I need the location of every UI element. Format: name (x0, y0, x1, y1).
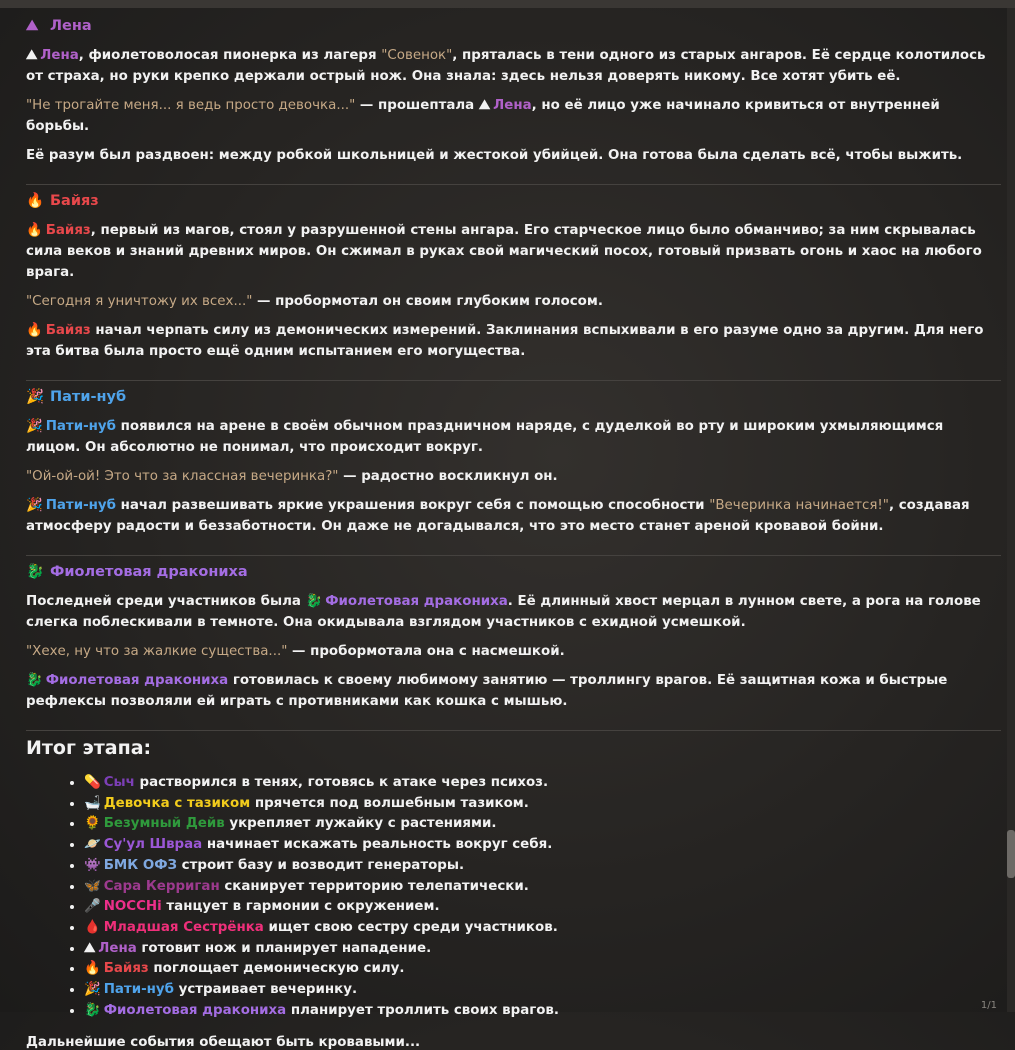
top-toolbar (0, 0, 1015, 8)
fire-icon: 🔥 (26, 223, 43, 238)
character-name: NOCCHi (103, 899, 162, 915)
section-heading: 🎉 Пати-нуб (26, 389, 127, 405)
planet-icon: 🪐 (84, 837, 101, 853)
character-name: Девочка с тазиком (103, 795, 251, 811)
dragon-icon: 🐉 (26, 673, 43, 688)
character-name: Фиолетовая дракониха (325, 594, 508, 609)
summary-text: ищет свою сестру среди участников. (263, 919, 558, 935)
summary-item (84, 939, 1001, 960)
summary-text: поглощает демоническую силу. (148, 961, 405, 977)
fire-icon: 🔥 (26, 323, 43, 338)
fire-icon: 🔥 (26, 193, 45, 209)
blood-drop-icon: 🩸 (84, 919, 101, 935)
summary-text: танцует в гармонии с окружением. (161, 899, 440, 915)
character-name: Лена (493, 98, 532, 113)
character-name: Пати-нуб (45, 419, 116, 434)
character-name: Байяз (103, 961, 149, 977)
summary-text: укрепляет лужайку с растениями. (224, 816, 497, 832)
summary-item (84, 835, 1001, 856)
summary-item (84, 959, 1001, 980)
summary-text: устраивает вечеринку. (173, 982, 358, 998)
paragraph: 🔥 Байяз, первый из магов, стоял у разрушенной стены ангара. Его старческое лицо было обманчиво; за ним скрывалась сила веков и знаний древних миров. Он сжимал в руках свой магический посох, готовый призвать огонь и хаос на любого врага. (26, 220, 1001, 283)
section-bayaz (26, 191, 1001, 381)
character-name: Фиолетовая дракониха (45, 673, 229, 688)
party-popper-icon: 🎉 (26, 498, 43, 513)
paragraph: "Ой-ой-ой! Это что за классная вечеринка?" — радостно воскликнул он. (26, 469, 558, 484)
character-name: Лена (98, 940, 137, 956)
quote: "Не трогайте меня... я ведь просто девочка..." (26, 98, 356, 113)
party-popper-icon: 🎉 (26, 419, 43, 434)
quote: "Хехе, ну что за жалкие существа..." (26, 644, 288, 659)
summary-text: сканирует территорию телепатически. (219, 878, 529, 894)
paragraph: Её разум был раздвоен: между робкой школьницей и жестокой убийцей. Она готова была сделать всё, чтобы выжить. (26, 148, 963, 163)
summary-list (26, 773, 1001, 1021)
summary-item (84, 980, 1001, 1001)
quote: "Ой-ой-ой! Это что за классная вечеринка?" (26, 469, 339, 484)
mountain-icon: ⛰ (84, 940, 96, 956)
page-counter: 1/1 (980, 1000, 997, 1011)
summary-item (84, 877, 1001, 898)
character-name: Су'ул Швраа (103, 837, 203, 853)
summary-text: строит базу и возводит генераторы. (177, 857, 465, 873)
section-lena (26, 16, 1001, 185)
sunflower-icon: 🌻 (84, 816, 101, 832)
character-name: Пати-нуб (103, 982, 174, 998)
summary-text: растворился в тенях, готовясь к атаке через психоз. (134, 775, 549, 790)
section-heading: 🐉 Фиолетовая дракониха (26, 564, 248, 580)
mountain-icon: ⛰ (478, 98, 491, 113)
character-name: Байяз (45, 223, 91, 238)
mountain-icon: ⛰ (26, 48, 38, 63)
section-heading: ⛰ Лена (26, 18, 92, 34)
paragraph: 🐉 Фиолетовая дракониха готовилась к своему любимому занятию — троллингу врагов. Её защитная кожа и быстрые рефлексы позволяли ей играть с противниками как кошка с мышью. (26, 670, 1001, 712)
character-name: БМК ОФЗ (103, 857, 178, 873)
character-name: Младшая Сестрёнка (103, 919, 264, 935)
summary-title: Итог этапа: (26, 737, 152, 759)
fire-icon: 🔥 (84, 961, 101, 977)
section-heading: 🔥 Байяз (26, 193, 99, 209)
summary-item (84, 794, 1001, 815)
microphone-icon: 🎤 (84, 899, 101, 915)
character-name: Безумный Дейв (103, 816, 225, 832)
summary-item (84, 814, 1001, 835)
summary-item (84, 856, 1001, 877)
summary-text: готовит нож и планирует нападение. (136, 940, 432, 956)
pill-icon: 💊 (84, 775, 101, 790)
dragon-icon: 🐉 (84, 1002, 101, 1018)
character-name: Лена (40, 48, 79, 63)
robot-skull-icon: 👾 (84, 857, 101, 873)
paragraph: "Не трогайте меня... я ведь просто девочка..." — прошептала ⛰ Лена, но её лицо уже начинало кривиться от внутренней борьбы. (26, 95, 1001, 137)
paragraph: "Сегодня я уничтожу их всех..." — пробормотал он своим глубоким голосом. (26, 294, 603, 309)
camp-name: "Совенок" (381, 48, 453, 63)
section-pati-nub (26, 387, 1001, 556)
party-popper-icon: 🎉 (26, 389, 45, 405)
ability-name: "Вечеринка начинается!" (709, 498, 889, 513)
character-name: Сыч (103, 775, 135, 790)
paragraph: 🔥 Байяз начал черпать силу из демонических измерений. Заклинания вспыхивали в его разуме одно за другим. Для него эта битва была просто ещё одним испытанием его могущества. (26, 320, 1001, 362)
character-name: Сара Керриган (103, 878, 220, 894)
paragraph: ⛰ Лена, фиолетоволосая пионерка из лагеря "Совенок", пряталась в тени одного из старых ангаров. Её сердце колотилось от страха, но руки крепко держали острый нож. Она знала: здесь нельзя доверять никому. Все хотят убить её. (26, 45, 1001, 87)
scrollbar-thumb[interactable] (1007, 830, 1015, 878)
summary-text: прячется под волшебным тазиком. (250, 795, 529, 811)
section-purple-dragon (26, 562, 1001, 731)
paragraph: Последней среди участников была 🐉 Фиолетовая дракониха. Её длинный хвост мерцал в лунном свете, а рога на голове слегка поблескивали в темноте. Она окидывала взглядом участников с ехидной усмешкой. (26, 591, 1001, 633)
message-content (26, 10, 1001, 1050)
summary-item (84, 897, 1001, 918)
mountain-icon: ⛰ (26, 18, 39, 34)
butterfly-icon: 🦋 (84, 878, 101, 894)
dragon-icon: 🐉 (26, 564, 45, 580)
bathtub-icon: 🛁 (84, 795, 101, 811)
paragraph: 🎉 Пати-нуб появился на арене в своём обычном праздничном наряде, с дуделкой во рту и широким ухмыляющимся лицом. Он абсолютно не понимал, что происходит вокруг. (26, 416, 1001, 458)
dragon-icon: 🐉 (305, 594, 323, 609)
party-popper-icon: 🎉 (84, 982, 101, 998)
final-text: Дальнейшие события обещают быть кровавыми... (26, 1035, 421, 1050)
summary-text: начинает искажать реальность вокруг себя. (202, 837, 553, 853)
paragraph: "Хехе, ну что за жалкие существа..." — пробормотала она с насмешкой. (26, 644, 565, 659)
summary-item (84, 1001, 1001, 1022)
character-name: Байяз (45, 323, 91, 338)
paragraph: 🎉 Пати-нуб начал развешивать яркие украшения вокруг себя с помощью способности "Вечеринка начинается!", создавая атмосферу радости и беззаботности. Он даже не догадывался, что это место станет ареной кровавой бойни. (26, 495, 1001, 537)
character-name: Фиолетовая дракониха (103, 1002, 287, 1018)
summary-text: планирует троллить своих врагов. (286, 1002, 559, 1018)
quote: "Сегодня я уничтожу их всех..." (26, 294, 253, 309)
character-name: Пати-нуб (45, 498, 116, 513)
summary-item (84, 773, 1001, 794)
summary-item (84, 918, 1001, 939)
